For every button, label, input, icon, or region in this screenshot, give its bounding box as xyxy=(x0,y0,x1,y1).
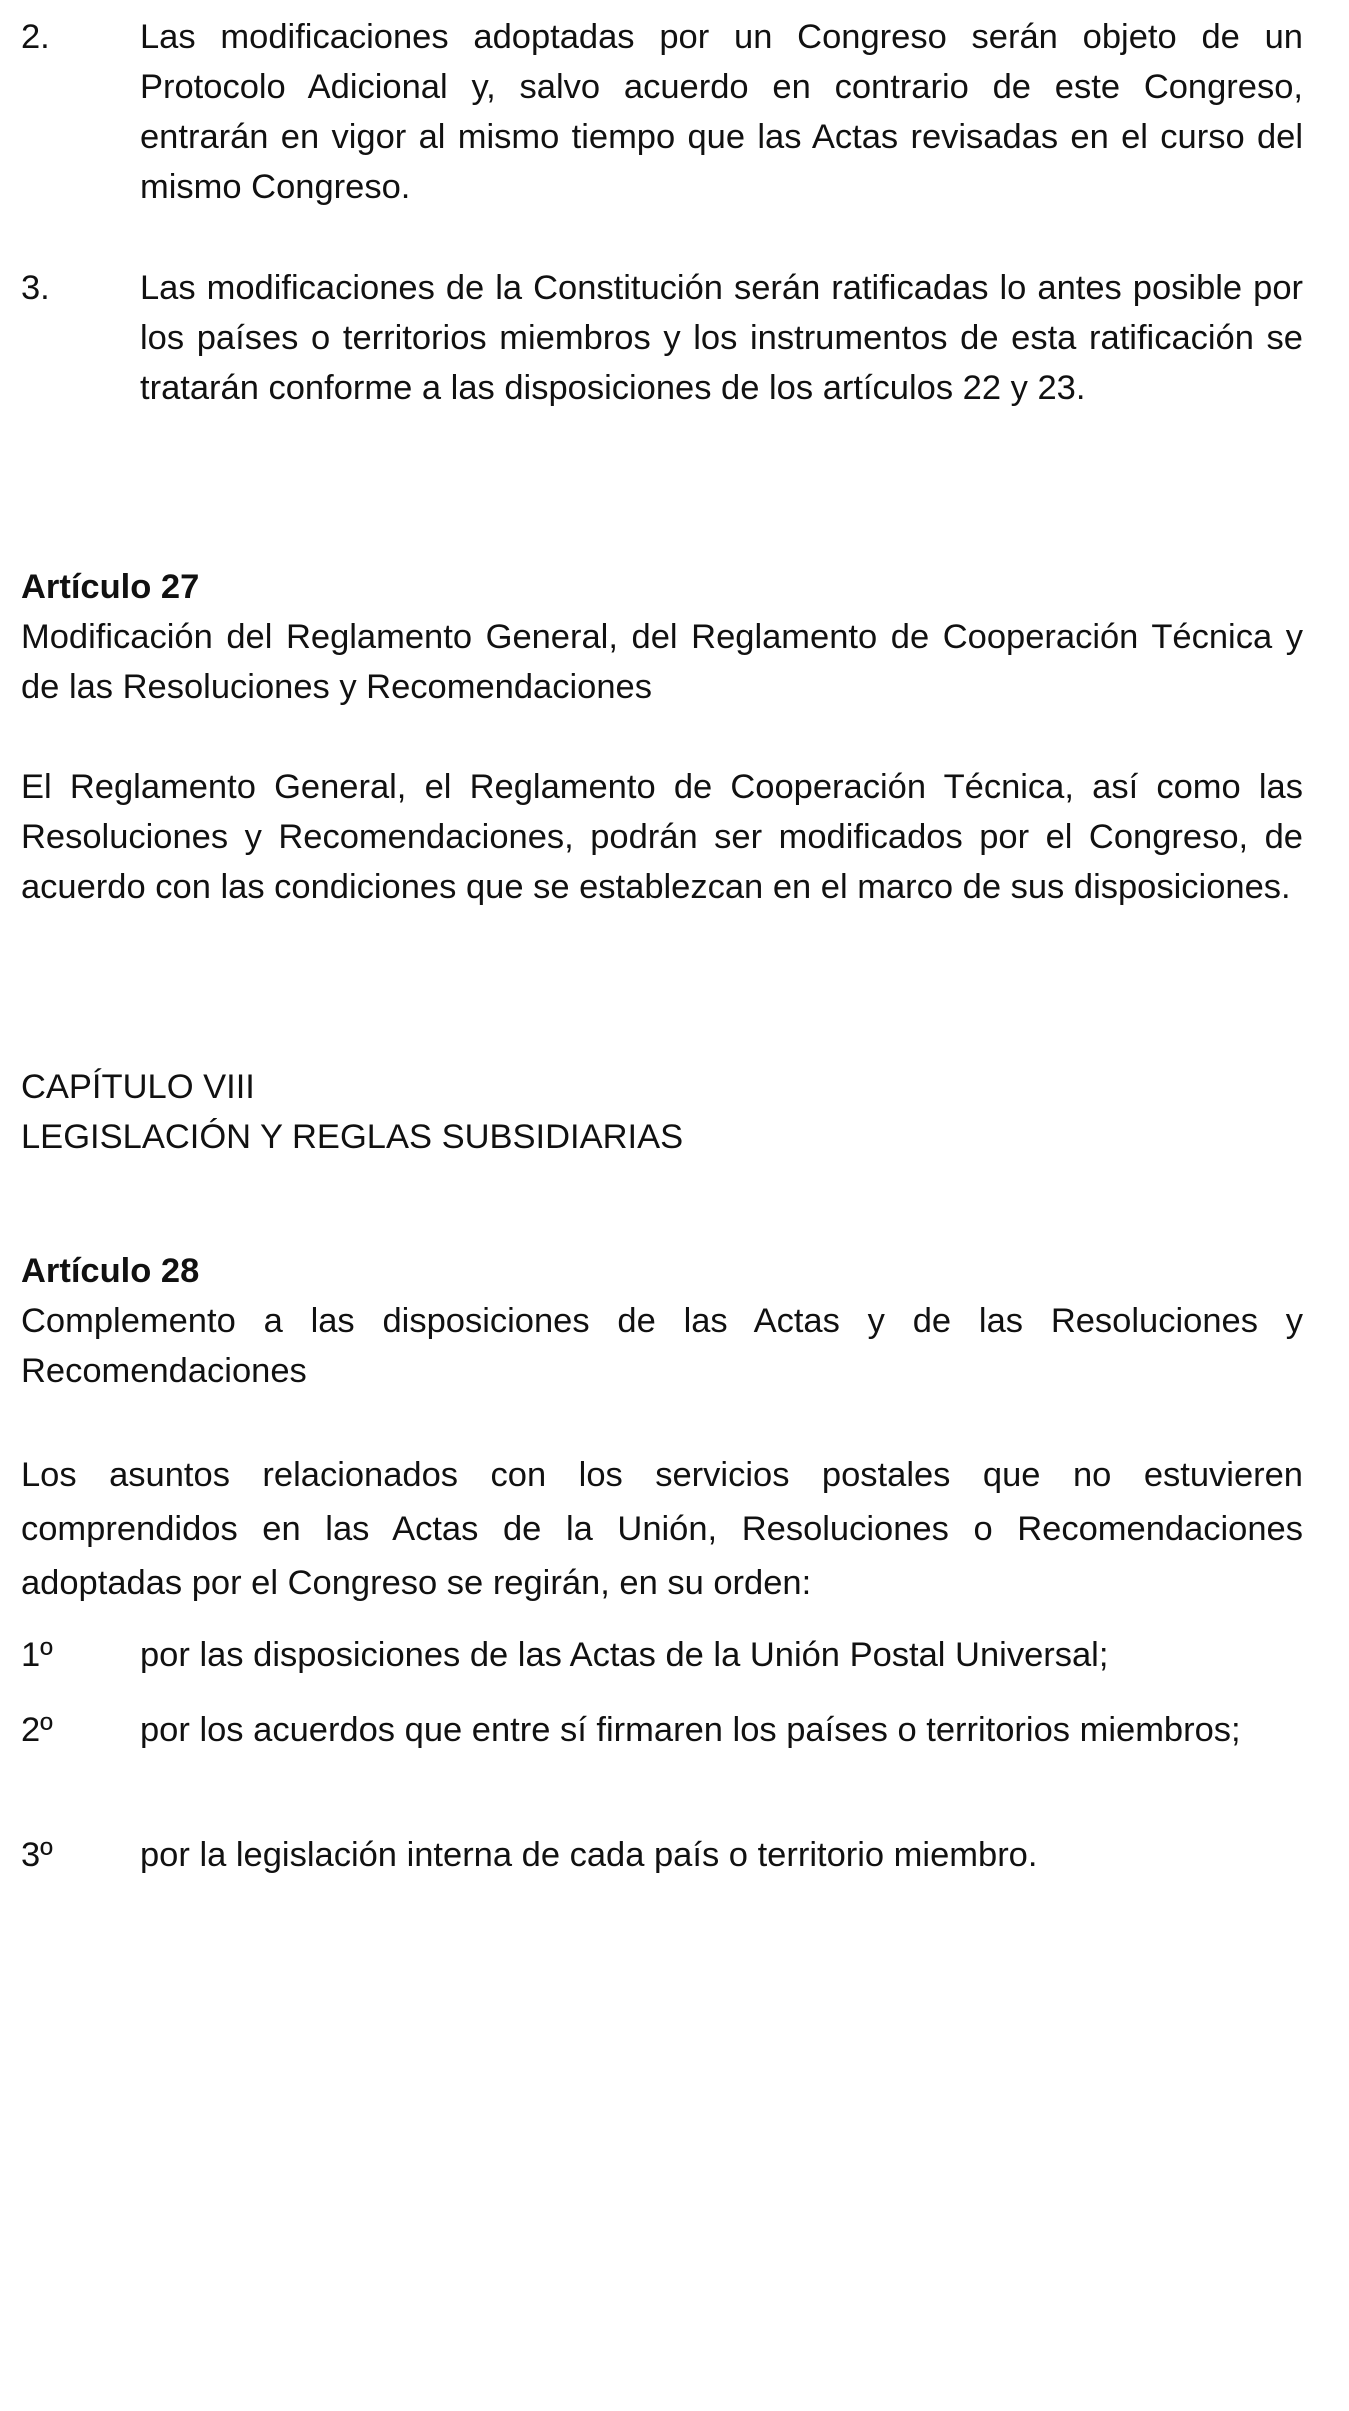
item-text: por los acuerdos que entre sí firmaren los países o territorios miembros; xyxy=(140,1711,1241,1749)
list-item xyxy=(21,1705,1303,1755)
item-text: Las modificaciones adoptadas por un Congreso serán objeto de un Protocolo Adicional y, salvo acuerdo en contrario de este Congreso, entrarán en vigor al mismo tiempo que las Actas revisadas en el curso del mismo Congreso. xyxy=(140,18,1303,206)
paragraph-item-3 xyxy=(21,263,1303,413)
paragraph-item-2 xyxy=(21,12,1303,212)
article-27-heading: Artículo 27 xyxy=(21,568,200,606)
item-number: 1º xyxy=(21,1636,53,1674)
item-text: por la legislación interna de cada país o territorio miembro. xyxy=(140,1836,1038,1874)
chapter-title: LEGISLACIÓN Y REGLAS SUBSIDIARIAS xyxy=(21,1118,684,1156)
article-27-body: El Reglamento General, el Reglamento de Cooperación Técnica, así como las Resoluciones y Recomendaciones, podrán ser modificados por el Congreso, de acuerdo con las condiciones que se establezcan en el marco de sus disposiciones. xyxy=(21,768,1303,906)
item-number: 3. xyxy=(21,269,50,307)
article-27-title: Modificación del Reglamento General, del Reglamento de Cooperación Técnica y de las Resoluciones y Recomendaciones xyxy=(21,618,1303,706)
list-item xyxy=(21,1830,1303,1880)
item-number: 2. xyxy=(21,18,50,56)
item-text: Las modificaciones de la Constitución serán ratificadas lo antes posible por los países o territorios miembros y los instrumentos de esta ratificación se tratarán conforme a las disposiciones de los artículos 22 y 23. xyxy=(140,269,1303,407)
item-number: 2º xyxy=(21,1711,53,1749)
list-item xyxy=(21,1630,1303,1680)
article-28-heading: Artículo 28 xyxy=(21,1252,200,1290)
article-28-title: Complemento a las disposiciones de las Actas y de las Resoluciones y Recomendaciones xyxy=(21,1302,1303,1390)
item-text: por las disposiciones de las Actas de la Unión Postal Universal; xyxy=(140,1636,1109,1674)
chapter-label: CAPÍTULO VIII xyxy=(21,1068,255,1106)
item-number: 3º xyxy=(21,1836,53,1874)
article-28-body: Los asuntos relacionados con los servicios postales que no estuvieren comprendidos en las Actas de la Unión, Resoluciones o Recomendaciones adoptadas por el Congreso se regirán, en su orden: xyxy=(21,1456,1303,1602)
